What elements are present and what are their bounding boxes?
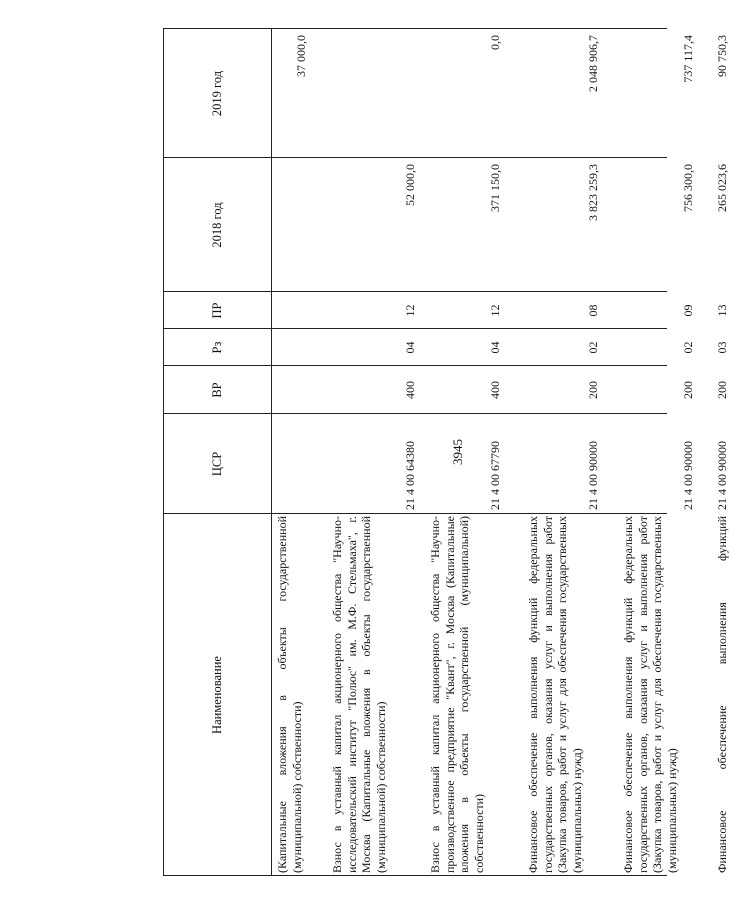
row-name: Взнос в уставный капитал акционерного общества "Научно-производственное предприятие "Квант", г. Москва (Капитальные вложения в объекты государственной (муниципальной) собственности) xyxy=(428,516,486,873)
row-2018: 756 300,0 xyxy=(681,164,695,212)
row-name: Финансовое обеспечение выполнения функций федеральных государственных органов, оказания услуг и выполнения работ (Закупка товаров, работ и услуг для обеспечения государственных (муниципальных) нужд) xyxy=(526,516,584,873)
row-name: Финансовое обеспечение выполнения функций федеральных государственных органов, оказания услуг и выполнения работ (Закупка товаров, работ и услуг для обеспечения государственных (муниципальных) нужд) xyxy=(621,516,679,873)
row-2018: 371 150,0 xyxy=(488,164,502,212)
row-pr: 12 xyxy=(403,304,417,317)
row-vr: 400 xyxy=(488,381,502,399)
header-pr: ПР xyxy=(209,302,224,319)
row-rz: 02 xyxy=(586,341,600,354)
row-vr: 200 xyxy=(681,381,695,399)
row-csr: 21 4 00 67790 xyxy=(488,441,502,510)
row-rz: 04 xyxy=(488,341,502,354)
row-vr: 200 xyxy=(586,381,600,399)
row-rz: 04 xyxy=(403,341,417,354)
header-2019: 2019 год xyxy=(209,70,224,117)
row-rz: 02 xyxy=(681,341,695,354)
row-2019: 737 117,4 xyxy=(681,35,695,83)
row-name: Взнос в уставный капитал акционерного общества "Научно-исследовательский институт "Полюс" им. М.Ф. Стельмаха", г. Москва (Капитальные вложения в объекты государственной (муниципальной) собственности) xyxy=(330,516,388,873)
header-vr: ВР xyxy=(209,382,224,398)
row-pr: 13 xyxy=(715,304,729,317)
header-rz: Рз xyxy=(209,341,224,354)
row-rz: 03 xyxy=(715,341,729,354)
header-2018: 2018 год xyxy=(209,202,224,248)
row-2019: 0,0 xyxy=(488,35,502,50)
budget-table xyxy=(163,28,729,876)
page-number-text: 3945 xyxy=(450,439,465,465)
row-2018: 52 000,0 xyxy=(403,164,417,206)
row-vr: 400 xyxy=(403,381,417,399)
row-csr: 21 4 00 90000 xyxy=(681,441,695,510)
row-2019: 2 048 906,7 xyxy=(586,35,600,92)
row-vr: 200 xyxy=(715,381,729,399)
row-2018: 3 823 259,3 xyxy=(586,164,600,221)
row-name: (Капитальные вложения в объекты государственной (муниципальной) собственности) xyxy=(275,516,304,873)
row-csr: 21 4 00 90000 xyxy=(715,441,729,510)
row-pr: 09 xyxy=(681,304,695,317)
row-pr: 12 xyxy=(488,304,502,317)
row-2019: 90 750,3 xyxy=(715,35,729,77)
row-2018: 265 023,6 xyxy=(715,164,729,212)
row-pr: 08 xyxy=(586,304,600,317)
header-csr: ЦСР xyxy=(209,451,224,477)
row-name: Финансовое обеспечение выполнения функций xyxy=(715,516,729,873)
row-csr: 21 4 00 90000 xyxy=(586,441,600,510)
row-csr: 21 4 00 64380 xyxy=(403,441,417,510)
row-2019: 37 000,0 xyxy=(294,35,308,77)
header-name: Наименование xyxy=(209,656,224,734)
